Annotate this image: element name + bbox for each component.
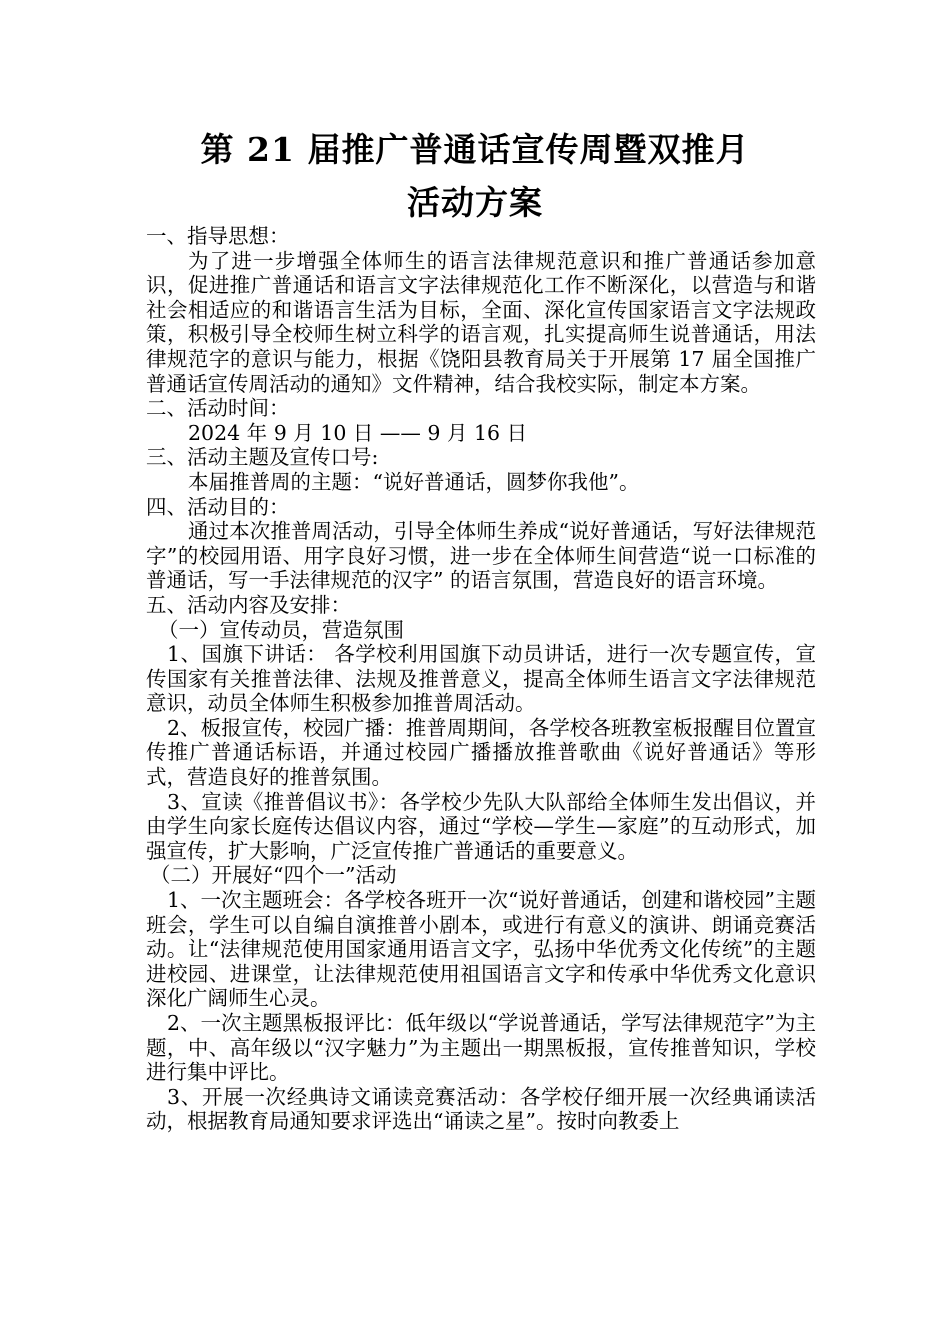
paragraph: 2、板报宣传，校园广播：推普周期间，各学校各班教室板报醒目位置宣传推广普通话标语，并通过校园广播播放推普歌曲《说好普通话》等形式，营造良好的推普氛围。: [146, 715, 816, 790]
paragraph: 为了进一步增强全体师生的语言法律规范意识和推广普通话参加意识，促进推广普通话和语言文字法律规范化工作不断深化，以营造与和谐社会相适应的和谐语言生活为目标，全面、深化宣传国家语言文字法规政策，积极引导全校师生树立科学的语言观，扎实提高师生说普通话，用法律规范字的意识与能力，根据《饶阳县教育局关于开展第 17 届全国推广普通话宣传周活动的通知》文件精神，结合我校实际，制定本方案。: [146, 248, 816, 396]
paragraph: 五、活动内容及安排：: [146, 592, 351, 617]
paragraph: 通过本次推普周活动，引导全体师生养成“说好普通话，写好法律规范字”的校园用语、用字良好习惯，进一步在全体师生间营造“说一口标准的普通话，写一手法律规范的汉字” 的语言氛围，营造良好的语言环境。: [146, 519, 816, 593]
paragraph: 本届推普周的主题：“说好普通话，圆梦你我他”。: [188, 469, 640, 494]
paragraph: 四、活动目的：: [146, 494, 290, 519]
document-body: [146, 224, 816, 1134]
document-title-line-1: 第 21 届推广普通话宣传周暨双推月: [200, 130, 750, 169]
paragraph: （一）宣传动员，营造氛围: [158, 617, 404, 642]
paragraph: 一、指导思想：: [146, 224, 290, 248]
paragraph: 1、一次主题班会：各学校各班开一次“说好普通话，创建和谐校园”主题班会，学生可以自编自演推普小剧本，或进行有意义的演讲、朗诵竞赛活动。让“法律规范使用国家通用语言文字，弘扬中华优秀文化传统”的主题进校园、进课堂，让法律规范使用祖国语言文字和传承中华优秀文化意识深化广阔师生心灵。: [146, 888, 817, 1011]
paragraph: 2、一次主题黑板报评比：低年级以“学说普通话，学写法律规范字”为主题，中、高年级以“汉字魅力”为主题出一期黑板报，宣传推普知识，学校进行集中评比。: [146, 1011, 817, 1085]
paragraph: 2024 年 9 月 10 日 —— 9 月 16 日: [188, 420, 528, 445]
paragraph: 3、宣读《推普倡议书》：各学校少先队大队部给全体师生发出倡议，并由学生向家长庭传达倡议内容，通过“学校—学生—家庭”的互动形式，加强宣传，扩大影响，广泛宣传推广普通话的重要意义。: [146, 789, 816, 863]
document-title-line-2: 活动方案: [407, 183, 543, 222]
paragraph: 二、活动时间：: [146, 396, 290, 421]
paragraph: 1、国旗下讲话： 各学校利用国旗下动员讲话，进行一次专题宣传，宣传国家有关推普法律、法规及推普意义，提高全体师生语言文字法律规范意识，动员全体师生积极参加推普周活动。: [146, 642, 816, 716]
paragraph: （二）开展好“四个一”活动: [150, 863, 397, 888]
paragraph: 3、开展一次经典诗文诵读竞赛活动：各学校仔细开展一次经典诵读活动，根据教育局通知要求评选出“诵读之星”。按时向教委上: [146, 1084, 816, 1134]
paragraph: 三、活动主题及宣传口号:: [146, 445, 379, 470]
